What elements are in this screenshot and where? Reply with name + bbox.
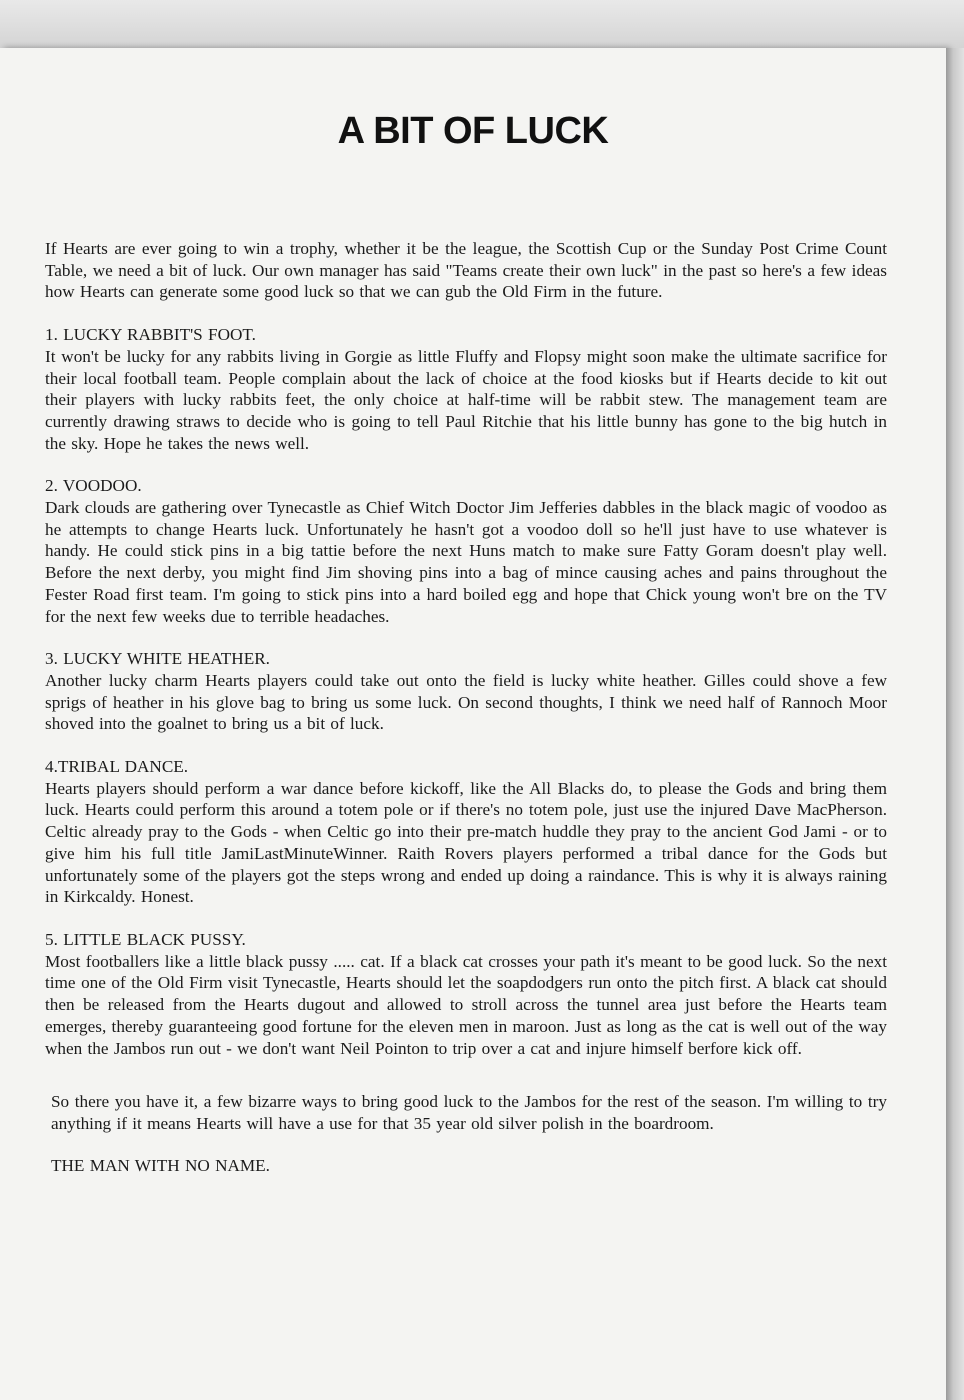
section-heading-rabbits-foot: 1. LUCKY RABBIT'S FOOT. [45,325,256,345]
section-body-black-cat: Most footballers like a little black pussy ..... cat. If a black cat crosses your path it's meant to be good luck. So the next time one of the Old Firm visit Tynecastle, Hearts should let the soapdodgers run onto the pitch first. A black cat should then be released from the Hearts dugout and allowed to stroll across the tunnel area just before the Hearts team emerges, thereby guaranteeing good fortune for the eleven men in maroon. Just as long as the cat is well out of the way when the Jambos run out - we don't want Neil Pointon to trip over a cat and injure himself berfore kick off. [45,951,887,1058]
section-body-voodoo: Dark clouds are gathering over Tynecastle as Chief Witch Doctor Jim Jefferies dabbles in the black magic of voodoo as he attempts to change Hearts luck. Unfortunately he hasn't got a voodoo doll so he'll just have to use whatever is handy. He could stick pins in a big tattie before the next Huns match to make sure Fatty Goram doesn't play well. Before the next derby, you might find Jim shoving pins into a bag of mince causing aches and pains throughout the Fester Road first team. I'm going to stick pins into a hard boiled egg and hope that Chick young won't bre on the TV for the next few weeks due to terrible headaches. [45,498,887,626]
closing-paragraph: So there you have it, a few bizarre ways to bring good luck to the Jambos for the rest of the season. I'm willing to try anything if it means Hearts will have a use for that 35 year old silver polish in the boardroom. [51,1092,887,1133]
section-heading-white-heather: 3. LUCKY WHITE HEATHER. [45,649,270,669]
section-heading-black-cat: 5. LITTLE BLACK PUSSY. [45,929,246,949]
intro-paragraph: If Hearts are ever going to win a trophy, whether it be the league, the Scottish Cup or the Sunday Post Crime Count Table, we need a bit of luck. Our own manager has said "Teams create their own luck" in the past so here's a few ideas how Hearts can generate some good luck so that we can gub the Old Firm in the future. [45,239,887,302]
section-body-white-heather: Another lucky charm Hearts players could take out onto the field is lucky white heather. Gilles could shove a few sprigs of heather in his glove bag to bring us some luck. On second thoughts, I think we need half of Rannoch Moor shoved into the goalnet to bring us a bit of luck. [45,670,887,734]
section-heading-tribal-dance: 4.TRIBAL DANCE. [45,757,189,777]
scan-top-strip [0,0,964,48]
section-body-tribal-dance: Hearts players should perform a war dance before kickoff, like the All Blacks do, to please the Gods and bring them luck. Hearts could perform this around a totem pole or if there's no totem pole, just use the injured Dave MacPherson. Celtic already pray to the Gods - when Celtic go into their pre-match huddle they pray to the ancient God Jami - or to give him his full title JamiLastMinuteWinner. Raith Rovers players performed a tribal dance for the Gods but unfortunately some of the players got the steps wrong and ended up doing a raindance. This is why it is always raining in Kirkcaldy. Honest. [45,778,887,907]
section-heading-voodoo: 2. VOODOO. [45,476,142,496]
page-edge-shadow [946,48,964,1400]
article-title: A BIT OF LUCK [337,110,609,152]
author-signoff: THE MAN WITH NO NAME. [51,1155,270,1175]
article-body [45,238,887,1176]
magazine-page [0,48,946,1400]
section-body-rabbits-foot: It won't be lucky for any rabbits living in Gorgie as little Fluffy and Flopsy might soon make the ultimate sacrifice for their local football team. People complain about the lack of choice at the food kiosks but if Hearts decide to kit out their players with lucky rabbits feet, the only choice at half-time will be rabbit stew. The management team are currently drawing straws to decide who is going to tell Paul Ritchie that his little bunny has gone to the big hutch in the sky. Hope he takes the news well. [45,346,887,453]
